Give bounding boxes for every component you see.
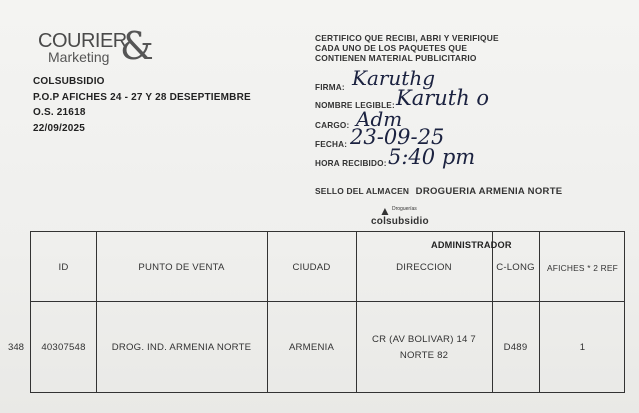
cargo-label: CARGO: (315, 121, 350, 130)
header-afiches: AFICHES * 2 REF (547, 263, 618, 273)
stamp-small-text: Droguerías (392, 206, 417, 212)
cell-afiches: 1 (579, 342, 586, 353)
cert-line-1: CERTIFICO QUE RECIBI, ABRI Y VERIFIQUE (315, 33, 499, 43)
colsubsidio-stamp (368, 201, 438, 229)
col-divider (96, 232, 97, 392)
col-divider (492, 232, 493, 392)
cell-ciudad: ARMENIA (288, 342, 335, 353)
client-name: COLSUBSIDIO (33, 76, 105, 87)
row-divider (31, 301, 624, 302)
cell-clong: D489 (503, 342, 528, 353)
stamp-brand: colsubsidio (371, 216, 429, 227)
header-ciudad: CIUDAD (292, 262, 331, 273)
fecha-label: FECHA: (315, 140, 348, 149)
store-seal-line (315, 186, 562, 197)
col-divider (267, 232, 268, 392)
logo-ampersand: & (120, 24, 154, 68)
cell-punto-venta: DROG. IND. ARMENIA NORTE (111, 342, 252, 353)
delivery-table (30, 231, 625, 393)
order-info (33, 74, 251, 136)
sello-value: DROGUERIA ARMENIA NORTE (415, 186, 563, 197)
cert-line-3: CONTIENEN MATERIAL PUBLICITARIO (315, 53, 477, 63)
project-name: P.O.P AFICHES 24 - 27 Y 28 DESEPTIEMBRE (33, 91, 251, 103)
header-punto-venta: PUNTO DE VENTA (138, 262, 225, 273)
hora-label: HORA RECIBIDO: (315, 159, 387, 168)
col-divider (356, 232, 357, 392)
logo-courier: COURIER (38, 30, 127, 52)
cargo-value: Adm (356, 107, 403, 131)
cell-direccion-1: CR (AV BOLIVAR) 14 7 (372, 334, 476, 345)
row-number: 348 (8, 342, 25, 353)
hora-value: 5:40 pm (388, 145, 476, 169)
firma-value: Karuthg (352, 66, 436, 90)
logo-marketing: Marketing (48, 49, 110, 65)
administrador-header: ADMINISTRADOR (431, 240, 512, 250)
col-divider (539, 232, 540, 392)
courier-marketing-logo (38, 24, 154, 72)
header-id: ID (58, 262, 69, 273)
cell-id: 40307548 (41, 342, 86, 353)
header-direccion: DIRECCION (396, 262, 452, 273)
cert-line-2: CADA UNO DE LOS PAQUETES QUE (315, 43, 468, 53)
fecha-value: 23-09-25 (350, 125, 445, 149)
nombre-label: NOMBRE LEGIBLE: (315, 101, 395, 110)
stamp-mark-icon: ▲ (379, 204, 391, 218)
sello-label: SELLO DEL ALMACEN (315, 186, 410, 196)
order-number: O.S. 21618 (33, 107, 86, 118)
header-clong: C-LONG (496, 262, 535, 273)
nombre-value: Karuth o (396, 86, 490, 110)
order-date: 22/09/2025 (33, 122, 86, 134)
certification-text (315, 33, 499, 63)
firma-label: FIRMA: (315, 83, 345, 92)
cell-direccion-2: NORTE 82 (399, 350, 449, 361)
